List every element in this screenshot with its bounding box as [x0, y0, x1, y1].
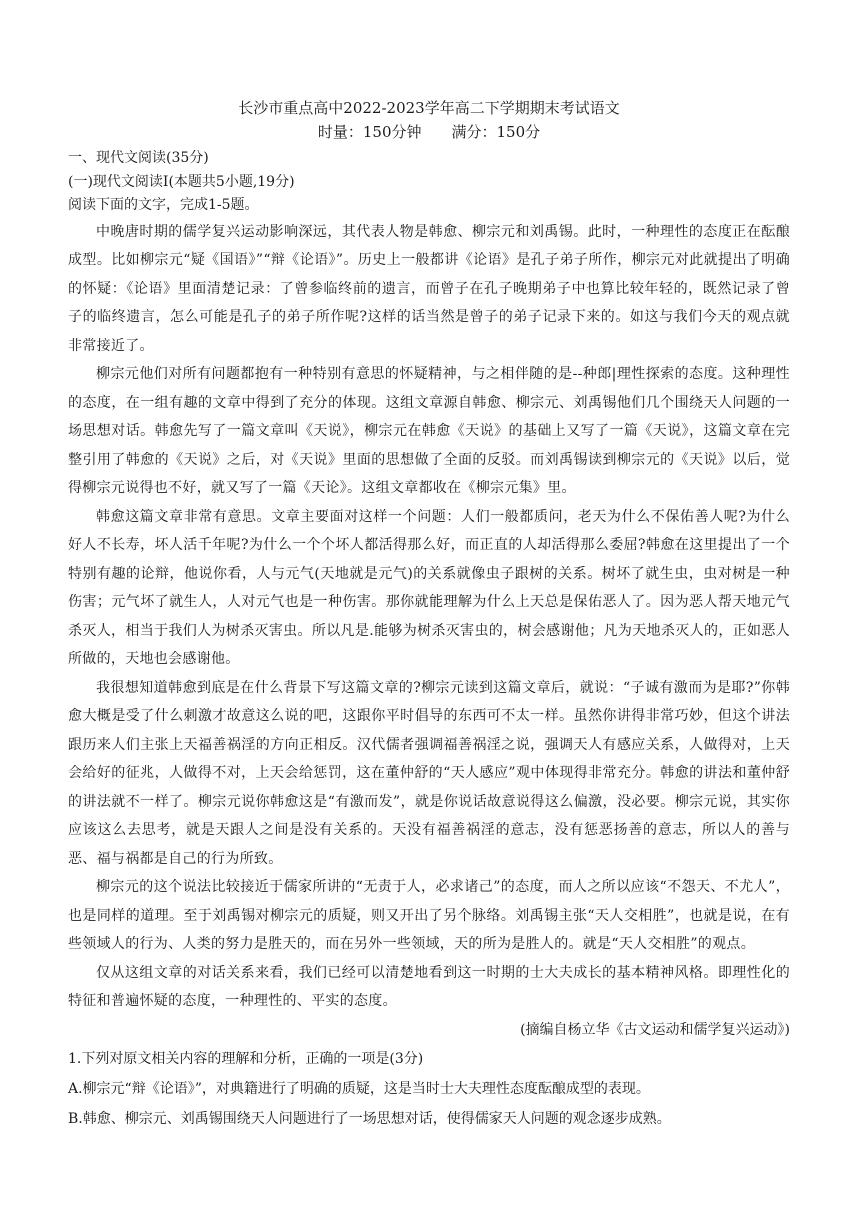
passage-paragraph: 韩愈这篇文章非常有意思。文章主要面对这样一个问题：人们一般都质问，老天为什么不保佑善人呢?为什么好人不长寿，坏人活千年呢?为什么一个个坏人都活得那么好，而正直的人却活得那么委屈?韩愈在这里提出了一个特别有趣的论辩，他说你看，人与元气(天地就是元气)的关系就像虫子跟树的关系。树坏了就生虫，虫对树是一种伤害；元气坏了就生人，人对元气也是一种伤害。那你就能理解为什么上天总是保佑恶人了。因为恶人帮天地元气杀灭人，相当于我们人为树杀灭害虫。所以凡是.能够为树杀灭害虫的，树会感谢他；凡为天地杀灭人的，正如恶人所做的，天地也会感谢他。 [68, 508, 790, 667]
question-block [68, 1044, 790, 1134]
question-stem: 1.下列对原文相关内容的理解和分析，正确的一项是(3分) [68, 1050, 424, 1067]
passage-paragraph: 中晚唐时期的儒学复兴运动影响深远，其代表人物是韩愈、柳宗元和刘禹锡。此时，一种理性的态度正在酝酿成型。比如柳宗元“疑《国语》”“辩《论语》”。历史上一般都讲《论语》是孔子弟子所作，柳宗元对此就提出了明确的怀疑：《论语》里面清楚记录：了曾参临终前的遗言，而曾子在孔子晚期弟子中也算比较年轻的，既然记录了曾子的临终遗言，怎么可能是孔子的弟子所作呢?这样的话当然是曾子的弟子记录下来的。如这与我们今天的观点就非常接近了。 [68, 223, 790, 354]
reading-passage [68, 218, 790, 1044]
section-heading: 一、现代文阅读(35分) [68, 150, 209, 166]
question-option-b: B.韩愈、柳宗元、刘禹锡围绕天人问题进行了一场思想对话，使得儒家天人问题的观念逐步成熟。 [68, 1110, 671, 1127]
exam-page [68, 96, 790, 1134]
section-subheading: (一)现代文阅读Ⅰ(本题共5小题,19分) [68, 173, 295, 190]
passage-source: (摘编自杨立华《古文运动和儒学复兴运动》) [520, 1021, 790, 1038]
reading-instruction: 阅读下面的文字，完成1-5题。 [68, 197, 259, 213]
exam-title: 长沙市重点高中2022-2023学年高二下学期期末考试语文 [238, 99, 620, 117]
passage-paragraph: 仅从这组文章的对话关系来看，我们已经可以清楚地看到这一时期的士大夫成长的基本精神风格。即理性化的特征和普遍怀疑的态度，一种理性的、平实的态度。 [68, 964, 790, 1009]
passage-paragraph: 我很想知道韩愈到底是在什么背景下写这篇文章的?柳宗元读到这篇文章后，就说：“子诚有激而为是耶?”你韩愈大概是受了什么刺激才故意这么说的吧，这跟你平时倡导的东西可不太一样。虽然你讲得非常巧妙，但这个讲法跟历来人们主张上天福善祸淫的方向正相反。汉代儒者强调福善祸淫之说，强调天人有感应关系，人做得对，上天会给好的征兆，人做得不对，上天会给惩罚，这在董仲舒的“天人感应”观中体现得非常充分。韩愈的讲法和董仲舒的讲法就不一样了。柳宗元说你韩愈这是“有激而发”，就是你说话故意说得这么偏激，没必要。柳宗元说，其实你应该这么去思考，就是天跟人之间是没有关系的。天没有福善祸淫的意志，没有惩恶扬善的意志，所以人的善与恶、福与祸都是自己的行为所致。 [68, 679, 790, 867]
passage-paragraph: 柳宗元他们对所有问题都抱有一种特别有意思的怀疑精神，与之相伴随的是--种郎|理性探索的态度。这种理性的态度，在一组有趣的文章中得到了充分的体现。这组文章源自韩愈、柳宗元、刘禹锡他们几个围绕天人问题的一场思想对话。韩愈先写了一篇文章叫《天说》，柳宗元在韩愈《天说》的基础上又写了一篇《天说》，这篇文章在完整引用了韩愈的《天说》之后，对《天说》里面的思想做了全面的反驳。而刘禹锡读到柳宗元的《天说》以后，觉得柳宗元说得也不好，就又写了一篇《天论》。这组文章都收在《柳宗元集》里。 [68, 366, 790, 496]
passage-paragraph: 柳宗元的这个说法比较接近于儒家所讲的“无责于人，必求诸己”的态度，而人之所以应该“不怨天、不尤人”，也是同样的道理。至于刘禹锡对柳宗元的质疑，则又开出了另个脉络。刘禹锡主张“天人交相胜”，也就是说，在有些领域人的行为、人类的努力是胜天的，而在另外一些领域，天的所为是胜人的。就是“天人交相胜”的观点。 [68, 879, 790, 952]
exam-time-score: 时量：150分钟 满分：150分 [317, 123, 541, 141]
question-option-a: A.柳宗元“辩《论语》”，对典籍进行了明确的质疑，这是当时士大夫理性态度酝酿成型的表现。 [68, 1080, 650, 1097]
